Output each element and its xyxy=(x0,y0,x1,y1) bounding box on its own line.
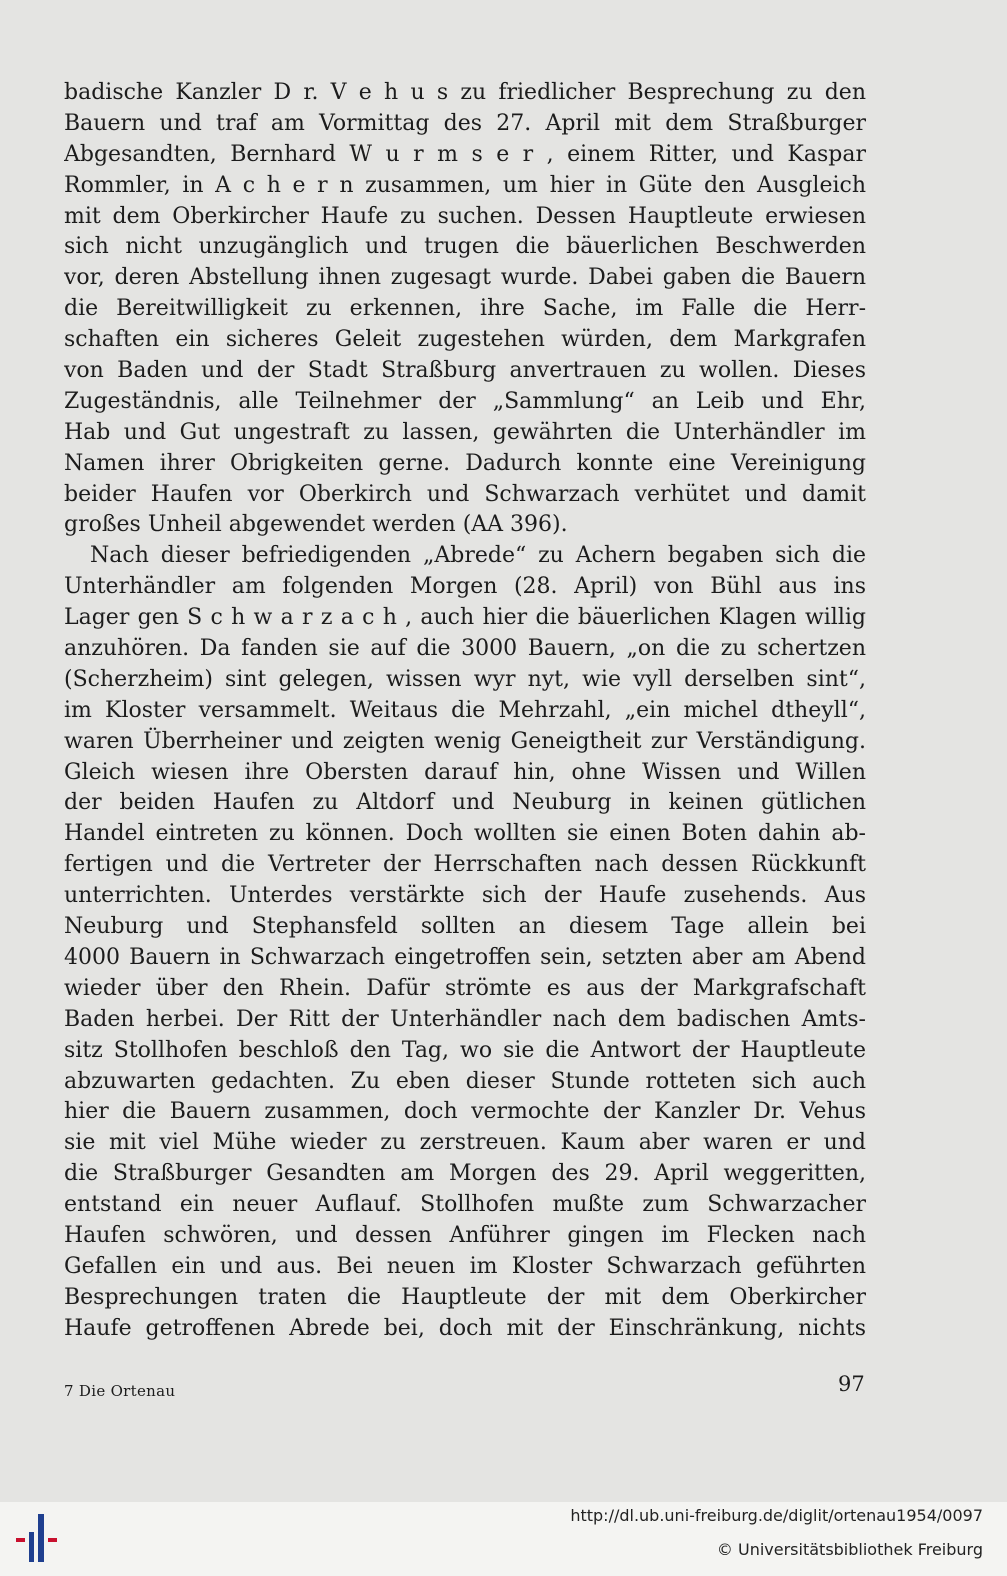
text-line: Haufen schwören, und dessen Anführer gingen im Flecken nach xyxy=(64,1222,866,1248)
page-number: 97 xyxy=(838,1372,865,1396)
text-line: vor, deren Abstellung ihnen zugesagt wurde. Dabei gaben die Bauern xyxy=(64,265,866,291)
text-line: großes Unheil abgewendet werden (AA 396). xyxy=(64,512,568,538)
text-line: sich nicht unzugänglich und trugen die bäuerlichen Beschwerden xyxy=(64,234,866,260)
text-line: Handel eintreten zu können. Doch wollten sie einen Boten dahin ab- xyxy=(64,821,866,847)
text-line: fertigen und die Vertreter der Herrschaften nach dessen Rückkunft xyxy=(64,852,866,878)
text-line: mit dem Oberkircher Haufe zu suchen. Dessen Hauptleute erwiesen xyxy=(64,203,866,229)
text-line: Baden herbei. Der Ritt der Unterhändler nach dem badischen Amts- xyxy=(64,1006,866,1032)
text-line: unterrichten. Unterdes verstärkte sich der Haufe zusehends. Aus xyxy=(64,883,866,909)
text-line: waren Überrheiner und zeigten wenig Geneigtheit zur Verständigung. xyxy=(64,728,866,754)
text-line: der beiden Haufen zu Altdorf und Neuburg in keinen gütlichen xyxy=(64,790,866,816)
text-line: schaften ein sicheres Geleit zugestehen würden, dem Markgrafen xyxy=(64,327,866,353)
text-line: wieder über den Rhein. Dafür strömte es aus der Markgrafschaft xyxy=(64,975,866,1001)
copyright-notice: © Universitätsbibliothek Freiburg xyxy=(716,1540,983,1559)
text-line: Abgesandten, Bernhard W u r m s e r , einem Ritter, und Kaspar xyxy=(64,141,866,167)
text-line: Bauern und traf am Vormittag des 27. April mit dem Straßburger xyxy=(64,110,866,136)
text-line: Haufe getroffenen Abrede bei, doch mit der Einschränkung, nichts xyxy=(64,1315,866,1341)
text-line: Lager gen S c h w a r z a c h , auch hier die bäuerlichen Klagen willig xyxy=(64,605,866,631)
text-line: badische Kanzler D r. V e h u s zu friedlicher Besprechung zu den xyxy=(64,80,866,105)
text-line: Zugeständnis, alle Teilnehmer der „Sammlung“ an Leib und Ehr, xyxy=(64,388,866,414)
text-line: sitz Stollhofen beschloß den Tag, wo sie die Antwort der Hauptleute xyxy=(64,1037,866,1063)
text-line: Hab und Gut ungestraft zu lassen, gewährten die Unterhändler im xyxy=(64,419,866,445)
text-line: im Kloster versammelt. Weitaus die Mehrzahl, „ein michel dtheyll“, xyxy=(64,697,866,723)
text-line: Besprechungen traten die Hauptleute der mit dem Oberkircher xyxy=(64,1284,866,1310)
viewer-footer xyxy=(0,1502,1007,1576)
text-line: hier die Bauern zusammen, doch vermochte der Kanzler Dr. Vehus xyxy=(64,1099,866,1125)
text-line: anzuhören. Da fanden sie auf die 3000 Bauern, „on die zu schertzen xyxy=(64,636,866,662)
text-line: die Bereitwilligkeit zu erkennen, ihre Sache, im Falle die Herr- xyxy=(64,296,866,322)
text-line: Neuburg und Stephansfeld sollten an diesem Tage allein bei xyxy=(64,914,866,940)
text-line: 4000 Bauern in Schwarzach eingetroffen sein, setzten aber am Abend xyxy=(64,944,866,970)
signature-mark: 7 Die Ortenau xyxy=(64,1382,176,1400)
text-line: Namen ihrer Obrigkeiten gerne. Dadurch konnte eine Vereinigung xyxy=(64,450,866,476)
source-url-link[interactable]: http://dl.ub.uni-freiburg.de/diglit/ortenau1954/0097 xyxy=(570,1506,983,1525)
ub-freiburg-logo-icon[interactable] xyxy=(10,1508,66,1564)
text-line: beider Haufen vor Oberkirch und Schwarzach verhütet und damit xyxy=(64,481,866,507)
text-line: sie mit viel Mühe wieder zu zerstreuen. Kaum aber waren er und xyxy=(64,1130,866,1156)
text-line: entstand ein neuer Auflauf. Stollhofen mußte zum Schwarzacher xyxy=(64,1192,866,1218)
text-line: Nach dieser befriedigenden „Abrede“ zu Achern begaben sich die xyxy=(90,543,866,569)
text-line: Rommler, in A c h e r n zusammen, um hier in Güte den Ausgleich xyxy=(64,172,866,198)
text-line: (Scherzheim) sint gelegen, wissen wyr nyt, wie vyll derselben sint“, xyxy=(64,666,866,692)
text-line: Gleich wiesen ihre Obersten darauf hin, ohne Wissen und Willen xyxy=(64,759,866,785)
body-text xyxy=(64,78,866,1345)
text-line: Unterhändler am folgenden Morgen (28. April) von Bühl aus ins xyxy=(64,574,866,600)
text-line: Gefallen ein und aus. Bei neuen im Kloster Schwarzach geführten xyxy=(64,1253,866,1279)
text-line: abzuwarten gedachten. Zu eben dieser Stunde rotteten sich auch xyxy=(64,1068,866,1094)
text-line: die Straßburger Gesandten am Morgen des 29. April weggeritten, xyxy=(64,1161,866,1187)
text-line: von Baden und der Stadt Straßburg anvertrauen zu wollen. Dieses xyxy=(64,358,866,384)
